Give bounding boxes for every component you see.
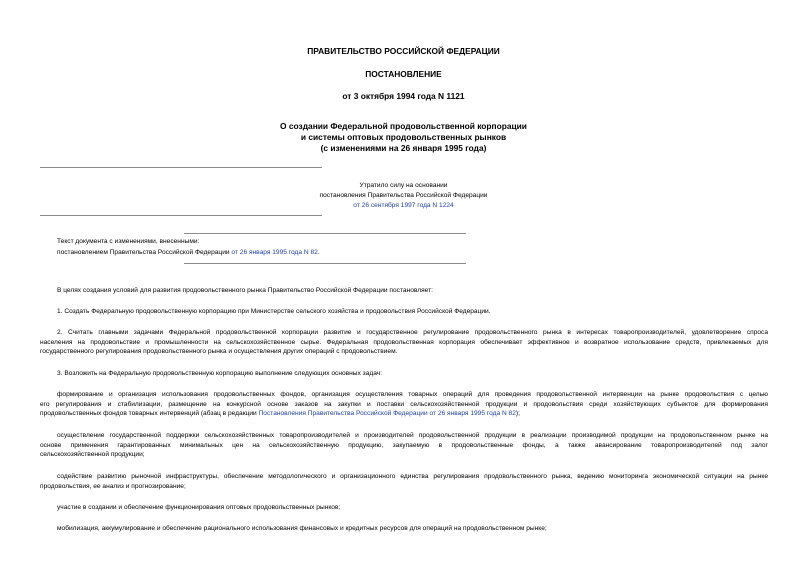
paragraph-1 <box>57 307 768 317</box>
document-title-line-1: О создании Федеральной продовольственной корпорации <box>280 121 527 131</box>
paragraph-3-text: 3. Возложить на Федеральную продовольственную корпорацию выполнение следующих основных задач: <box>57 370 382 377</box>
paragraph-2-line-1: 2. Считать главными задачами Федеральной продовольственной корпорации развитие и государственное регулирование продовольственного рынка в интересах товаропроизводителей, удовлетворение спроса <box>57 329 768 336</box>
void-notice-line-1: Утратило силу на основании <box>359 182 448 189</box>
task-1-line-3 <box>40 409 768 419</box>
task-5-text: мобилизация, аккумулирование и обеспечение рационального использования финансовых и кредитных ресурсов для операций на продовольственном рынке; <box>57 525 547 532</box>
task-3-line-2: продовольствия, ее анализ и прогнозирование; <box>40 482 186 490</box>
changes-notice-top-rule <box>184 233 466 234</box>
void-notice-line-3 <box>0 201 807 210</box>
task-1-line-2: его регулирования и стабилизации, размещение на конкурсной основе заказов на закупки и поставки сельскохозяйственной продукции и продовольствия среди хозяйствующих субъектов для формирования <box>40 400 768 408</box>
task-item-3 <box>40 472 768 491</box>
changes-notice-prefix: постановлением Правительства Российской Федерации <box>57 249 232 256</box>
changes-notice-suffix: . <box>317 249 320 256</box>
task-item-4 <box>57 503 768 513</box>
task-1-line-1: формирование и организация использования продовольственных фондов, организация осуществления товарных операций для проведения продовольственной интервенции на рынке продовольствия с целью <box>57 391 768 398</box>
paragraph-2-line-2: населения на продовольствие и промышленности на сельскохозяйственное сырье. Федеральная продовольственная корпорация обеспечивает эффективное и возвратное использование средств, привлекаемых для <box>40 338 768 346</box>
paragraph-2 <box>40 328 768 357</box>
document-title-line-3: (с изменениями на 26 января 1995 года) <box>320 143 487 153</box>
void-notice-line-2: постановления Правительства Российской Федерации <box>319 192 488 199</box>
void-decree-link[interactable]: от 26 сентября 1997 года N 1224 <box>353 202 454 209</box>
changes-notice-line-2 <box>57 248 320 257</box>
header-divider <box>40 167 322 168</box>
task-2-line-3: сельскохозяйственной продукции; <box>40 451 145 459</box>
task-item-5 <box>57 524 768 534</box>
document-type-heading: ПОСТАНОВЛЕНИЕ <box>365 69 442 79</box>
paragraph-1-text: 1. Создать Федеральную продовольственную корпорацию при Министерстве сельского хозяйства и продовольствия Российской Федерации. <box>57 308 491 315</box>
task-3-line-1: содействие развитию рыночной инфраструктуры, обеспечение методологического и организационного единства регулирования продовольственного рынка, ведению мониторинга экономической ситуации на рынке <box>57 473 768 480</box>
preamble-text: В целях создания условий для развития продовольственного рынка Правительство Российской Федерации постановляет: <box>57 287 433 294</box>
paragraph-2-line-3: государственного регулирования продовольственного рынка и осуществления других операций с продовольствием. <box>40 348 398 356</box>
document-title-line-2: и системы оптовых продовольственных рынков <box>300 132 507 142</box>
government-heading: ПРАВИТЕЛЬСТВО РОССИЙСКОЙ ФЕДЕРАЦИИ <box>307 46 500 56</box>
changes-notice-line-1: Текст документа с изменениями, внесенными: <box>57 238 200 245</box>
task-item-2 <box>40 431 768 460</box>
task-1-amendment-link[interactable]: Постановления Правительства Российской Федерации от 26 января 1995 года N 82 <box>258 410 516 418</box>
task-4-text: участие в создании и обеспечение функционирования оптовых продовольственных рынков; <box>57 504 341 511</box>
changes-notice-bottom-rule <box>184 263 466 264</box>
void-notice-divider <box>40 215 322 216</box>
task-1-line-3-prefix: продовольственных фондов товарных интервенций (абзац в редакции <box>40 410 259 418</box>
paragraph-3 <box>57 369 768 379</box>
task-1-line-3-suffix: ); <box>515 410 520 418</box>
task-2-line-2: основе применения гарантированных минимальных цен на сельскохозяйственную продукцию, закупаемую в продовольственные фонды, а также авансирование товаропроизводителей под залог <box>40 441 768 449</box>
amendment-decree-link[interactable]: от 26 января 1995 года N 82 <box>231 249 318 256</box>
task-item-1 <box>40 390 768 419</box>
document-date-heading: от 3 октября 1994 года N 1121 <box>342 91 465 101</box>
preamble-paragraph <box>57 286 768 296</box>
task-2-line-1: осуществление государственной поддержки сельскохозяйственных товаропроизводителей и производителей продовольственной продукции в реализации производимой продукции на продовольственном рынке на <box>57 432 768 439</box>
